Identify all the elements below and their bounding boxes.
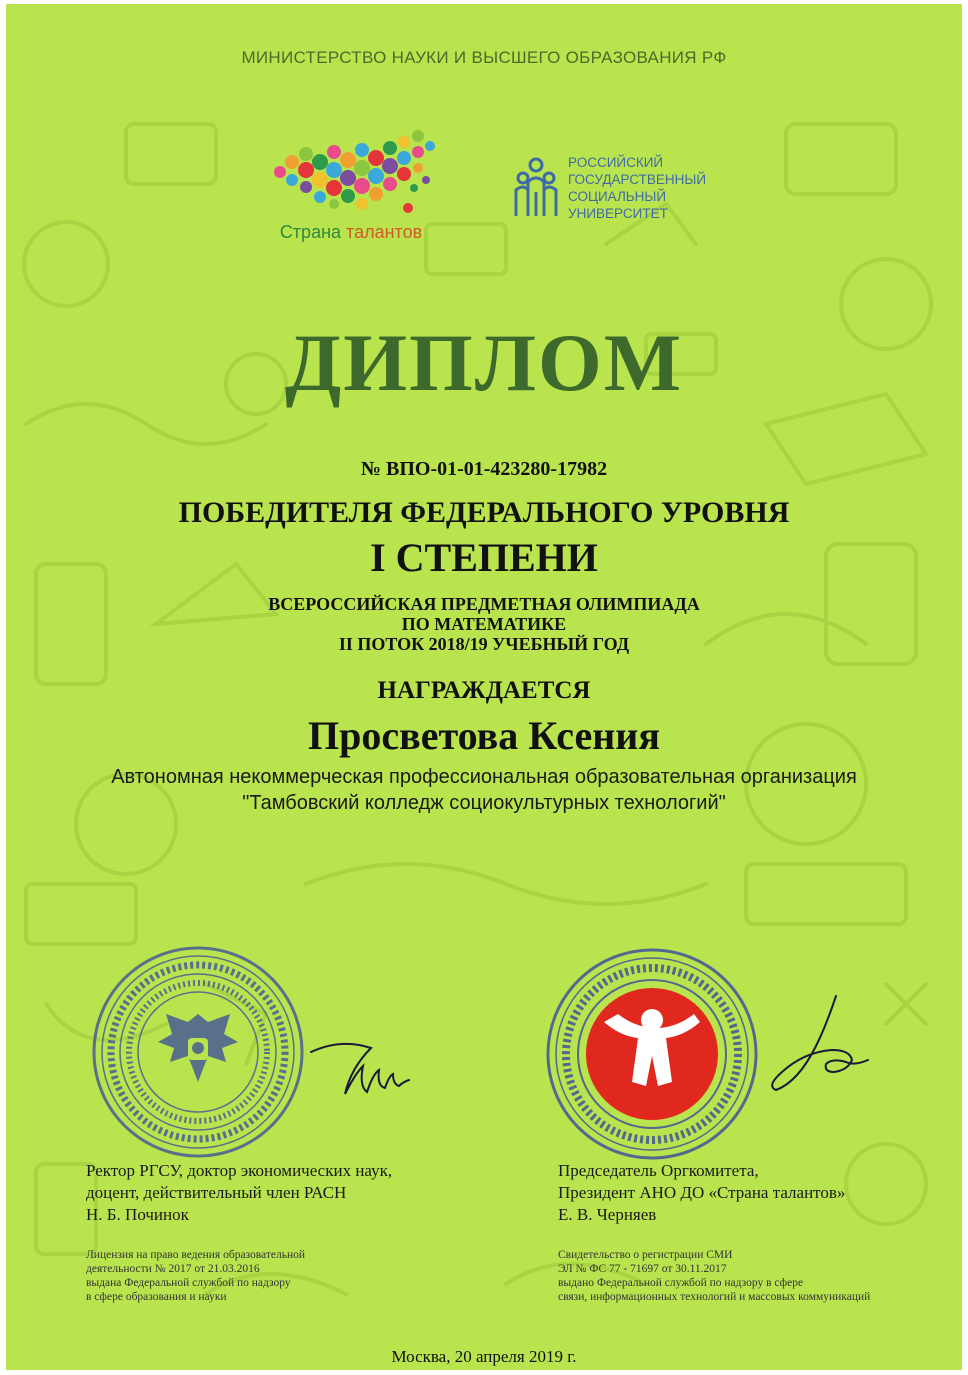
left-signatory-name: Н. Б. Починок [86,1205,189,1224]
place-and-date: Москва, 20 апреля 2019 г. [391,1347,577,1366]
ministry-header: МИНИСТЕРСТВО НАУКИ И ВЫСШЕГО ОБРАЗОВАНИЯ РФ [241,48,727,67]
license-info: Лицензия на право ведения образовательной деятельности № 2017 от 21.03.2016 выдана Федеральной службой по надзору в сфере образования и науки [86,1249,306,1303]
right-signatory-title: Председатель Оргкомитета, Президент АНО ДО «Страна талантов» [558,1161,846,1202]
rgsu-people-logo-icon [514,156,558,220]
organization-line-2: "Тамбовский колледж социокультурных технологий" [242,792,726,814]
rgsu-name: РОССИЙСКИЙ ГОСУДАРСТВЕННЫЙ СОЦИАЛЬНЫЙ УНИВЕРСИТЕТ [568,155,707,221]
strana-word: Страна [279,222,342,242]
right-signatory-name: Е. В. Черняев [558,1205,657,1224]
talantov-word: талантов [346,222,423,242]
diploma-number: № ВПО-01-01-423280-17982 [360,458,608,480]
media-registration-info: Свидетельство о регистрации СМИ ЭЛ № ФС 77 - 71697 от 30.11.2017 выдано Федеральной службой по надзору в сфере связи, информационных технологий и массовых коммуникаций [558,1249,871,1303]
awarded-label: НАГРАЖДАЕТСЯ [377,677,591,704]
coat-of-arms-eagle-icon [158,1014,238,1082]
strana-talantov-seal [542,944,762,1164]
diploma-title: ДИПЛОМ [284,317,684,408]
olympiad-line-1: ВСЕРОССИЙСКАЯ ПРЕДМЕТНАЯ ОЛИМПИАДА [268,594,700,614]
olympiad-description [6,594,962,654]
diploma-sheet [6,4,962,1370]
strana-talantov-map-logo [268,122,438,222]
recipient-name: Просветова Ксения [308,713,660,758]
left-signatory-title: Ректор РГСУ, доктор экономических наук, доцент, действительный член РАСН [86,1161,393,1202]
organization [6,764,962,816]
chairman-signature [766,990,876,1100]
rgsu-official-seal [88,942,308,1162]
olympiad-line-3: II ПОТОК 2018/19 УЧЕБНЫЙ ГОД [338,634,630,654]
degree: I СТЕПЕНИ [370,535,598,580]
organization-line-1: Автономная некоммерческая профессиональная образовательная организация [111,766,857,788]
olympiad-line-2: ПО МАТЕМАТИКЕ [401,614,567,634]
strana-talantov-logo-text [256,222,446,243]
winner-level: ПОБЕДИТЕЛЯ ФЕДЕРАЛЬНОГО УРОВНЯ [178,496,790,529]
rector-signature [306,1034,426,1104]
